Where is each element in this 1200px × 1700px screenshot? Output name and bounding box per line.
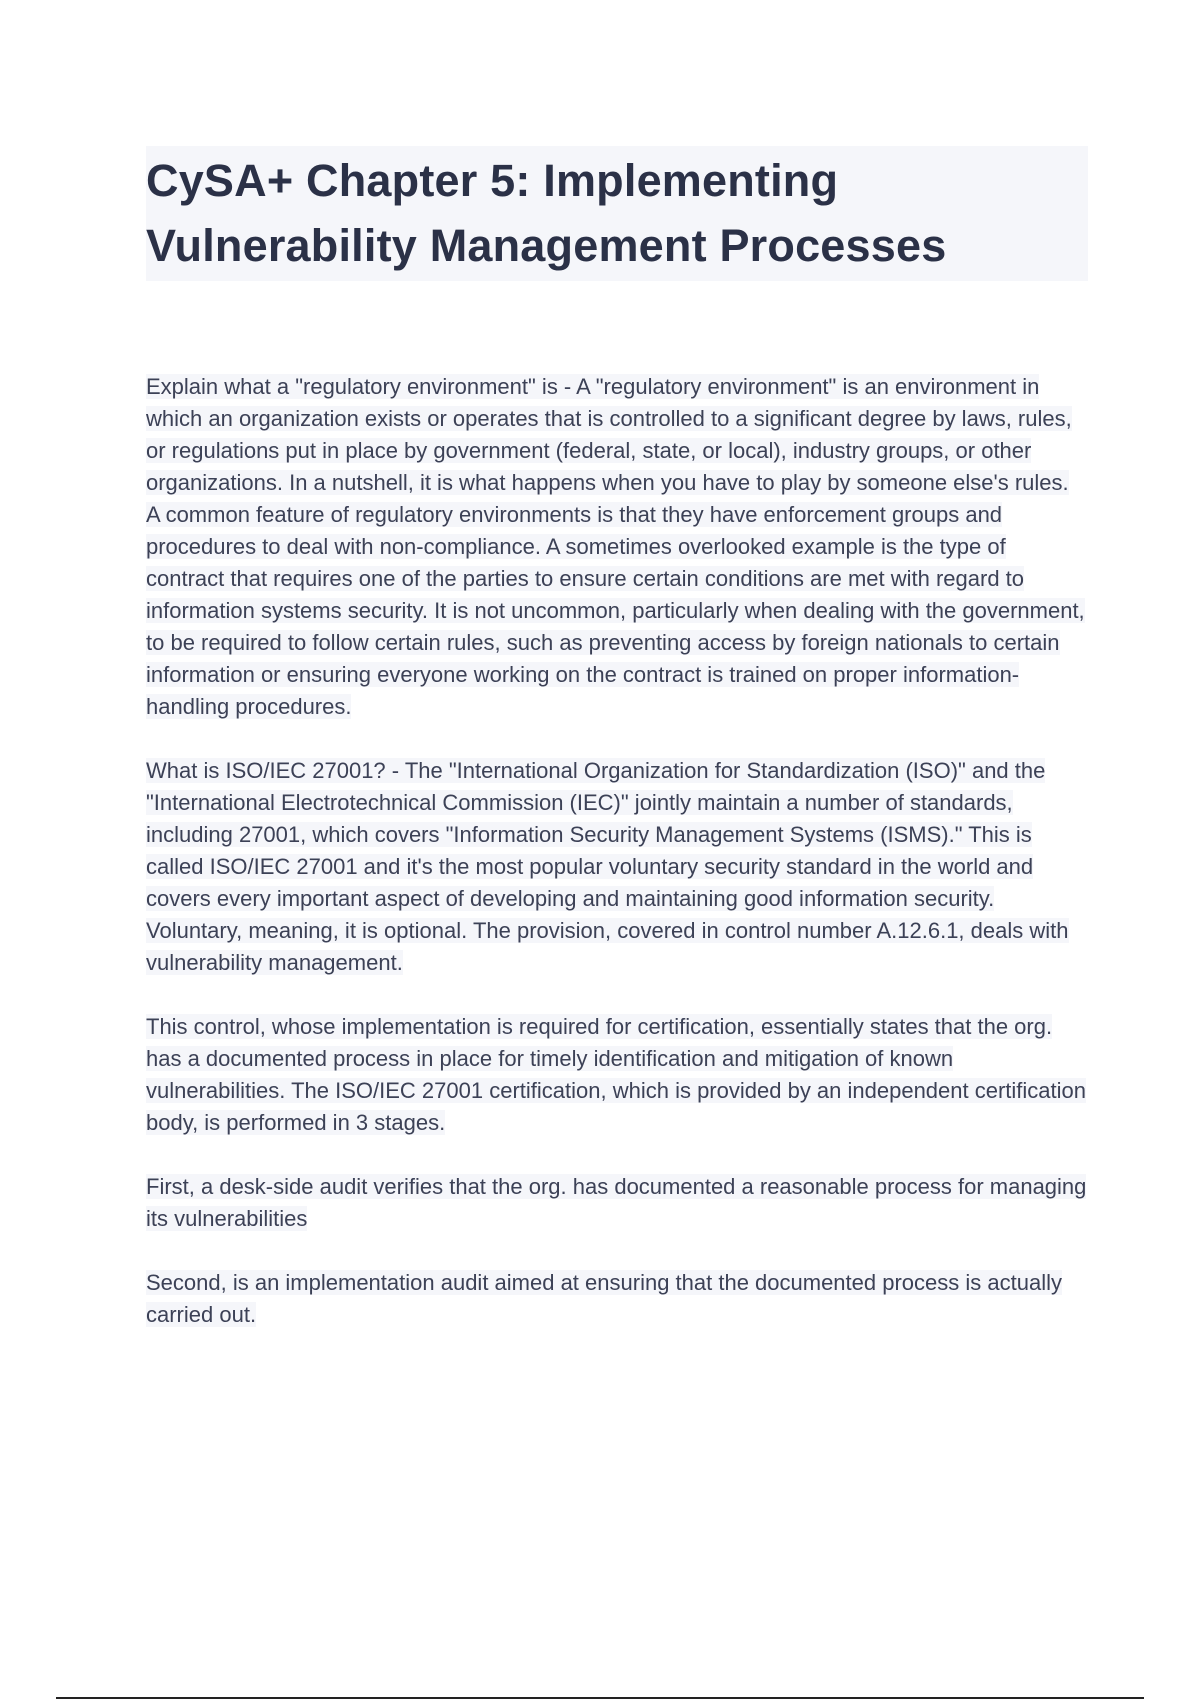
footer-divider xyxy=(56,1697,1144,1699)
document-body xyxy=(146,371,1088,1363)
paragraph-text: First, a desk-side audit verifies that the org. has documented a reasonable process for managing its vulnerabilities xyxy=(146,1174,1087,1231)
document-title: CySA+ Chapter 5: Implementing Vulnerability Management Processes xyxy=(146,155,947,271)
paragraph-regulatory-environment xyxy=(146,371,1088,723)
paragraph-iso-iec-27001 xyxy=(146,755,1088,979)
paragraph-text: Explain what a "regulatory environment" is - A "regulatory environment" is an environment in which an organization exists or operates that is controlled to a significant degree by laws, rules, or regulations put in place by government (federal, state, or local), industry groups, or other organizations. In a nutshell, it is what happens when you have to play by someone else's rules. A common feature of regulatory environments is that they have enforcement groups and procedures to deal with non-compliance. A sometimes overlooked example is the type of contract that requires one of the parties to ensure certain conditions are met with regard to information systems security. It is not uncommon, particularly when dealing with the government, to be required to follow certain rules, such as preventing access by foreign nationals to certain information or ensuring everyone working on the contract is trained on proper information-handling procedures. xyxy=(146,374,1085,719)
paragraph-first-stage xyxy=(146,1171,1088,1235)
paragraph-text: This control, whose implementation is required for certification, essentially states that the org. has a documented process in place for timely identification and mitigation of known vulnerabilities. The ISO/IEC 27001 certification, which is provided by an independent certification body, is performed in 3 stages. xyxy=(146,1014,1087,1135)
paragraph-second-stage xyxy=(146,1267,1088,1331)
title-block xyxy=(146,146,1088,281)
paragraph-text: Second, is an implementation audit aimed at ensuring that the documented process is actually carried out. xyxy=(146,1270,1062,1327)
paragraph-control-certification xyxy=(146,1011,1088,1139)
paragraph-text: What is ISO/IEC 27001? - The "International Organization for Standardization (ISO)" and the "International Electrotechnical Commission (IEC)" jointly maintain a number of standards, including 27001, which covers "Information Security Management Systems (ISMS)." This is called ISO/IEC 27001 and it's the most popular voluntary security standard in the world and covers every important aspect of developing and maintaining good information security. Voluntary, meaning, it is optional. The provision, covered in control number A.12.6.1, deals with vulnerability management. xyxy=(146,758,1069,975)
